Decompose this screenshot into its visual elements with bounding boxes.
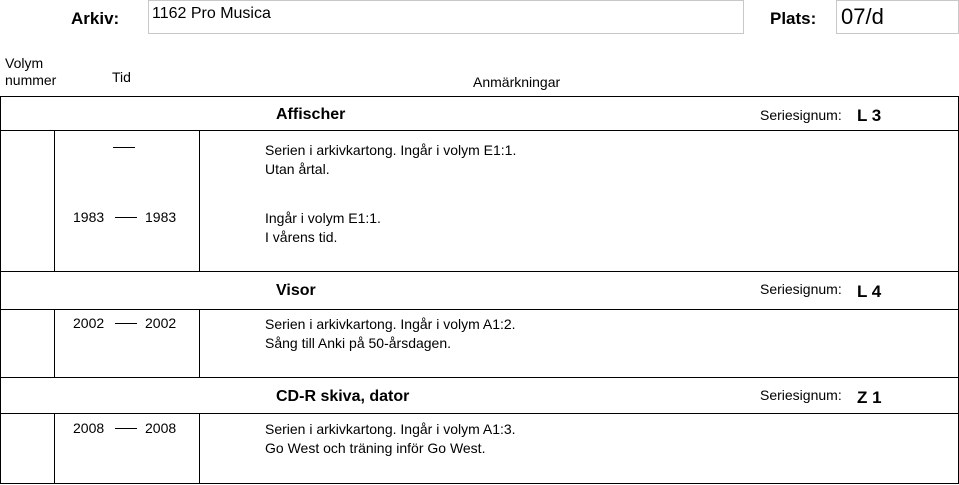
section-signum-label: Seriesignum:: [760, 387, 842, 403]
tid-divider-3: [199, 413, 200, 483]
table-row-note: [265, 141, 516, 179]
note-line-2: Utan årtal.: [265, 161, 330, 177]
column-header-anmarkningar: Anmärkningar: [473, 74, 561, 90]
note-line-1: Serien i arkivkartong. Ingår i volym A1:3.: [265, 421, 516, 437]
date-from: 1983: [73, 209, 105, 225]
tid-divider-2: [199, 309, 200, 377]
section-signum-value: L 3: [857, 106, 882, 125]
table-row-note: [265, 315, 516, 353]
date-dash: [113, 147, 135, 148]
section-title-visor: Visor: [276, 282, 316, 299]
left-border: [0, 96, 1, 484]
plats-field[interactable]: [836, 0, 959, 34]
date-to: 1983: [145, 209, 177, 225]
note-line-1: Serien i arkivkartong. Ingår i volym A1:2.: [265, 316, 516, 332]
header-separator: [0, 96, 959, 97]
volym-divider-1: [54, 130, 55, 271]
column-header-tid: Tid: [112, 69, 131, 85]
table-row-note: [265, 420, 516, 458]
note-line-2: Sång till Anki på 50-årsdagen.: [265, 335, 452, 351]
note-line-1: Serien i arkivkartong. Ingår i volym E1:1.: [265, 142, 517, 158]
arkiv-value: 1162 Pro Musica: [152, 5, 271, 22]
arkiv-label: Arkiv:: [71, 9, 120, 28]
section-signum-value: Z 1: [857, 388, 882, 407]
section-3-separator: [0, 413, 959, 414]
date-dash: [115, 323, 137, 324]
section-3-top-separator: [0, 377, 959, 378]
section-title-affischer: Affischer: [276, 106, 346, 123]
column-header-volym-line1: Volym: [5, 55, 44, 71]
section-2-separator: [0, 309, 959, 310]
column-header-volym: [5, 55, 56, 89]
arkiv-field[interactable]: [148, 0, 744, 34]
bottom-separator: [0, 483, 959, 484]
section-title-cd-r: CD-R skiva, dator: [276, 388, 410, 405]
section-2-top-separator: [0, 271, 959, 272]
tid-divider-1: [199, 130, 200, 271]
section-signum-value: L 4: [857, 282, 882, 301]
date-dash: [115, 217, 137, 218]
table-row-note: [265, 209, 381, 247]
volym-divider-2: [54, 309, 55, 377]
date-dash: [115, 428, 137, 429]
column-header-volym-line2: nummer: [5, 72, 57, 88]
section-signum-label: Seriesignum:: [760, 281, 842, 297]
date-to: 2008: [145, 420, 177, 436]
date-from: 2002: [73, 315, 105, 331]
plats-label: Plats:: [770, 9, 817, 28]
note-line-1: Ingår i volym E1:1.: [265, 210, 381, 226]
section-1-separator: [0, 130, 959, 131]
date-from: 2008: [73, 420, 105, 436]
volym-divider-3: [54, 413, 55, 483]
section-signum-label: Seriesignum:: [760, 107, 842, 123]
plats-value: 07/d: [841, 4, 884, 29]
note-line-2: I vårens tid.: [265, 229, 338, 245]
note-line-2: Go West och träning inför Go West.: [265, 440, 486, 456]
date-to: 2002: [145, 315, 177, 331]
